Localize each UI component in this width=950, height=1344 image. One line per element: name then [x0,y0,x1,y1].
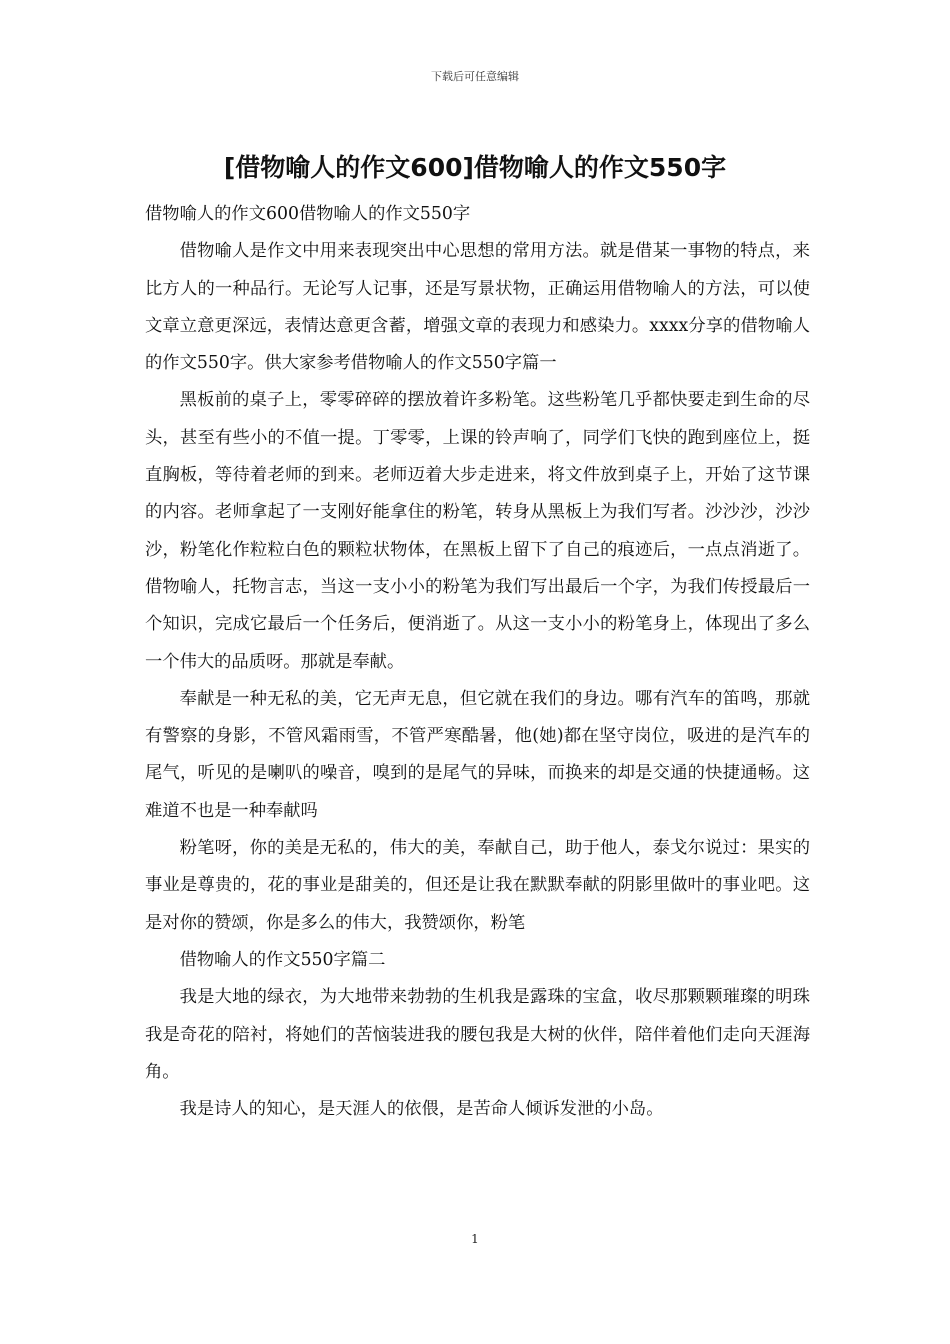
document-title: [借物喻人的作文600]借物喻人的作文550字 [223,153,727,182]
page-number: 1 [471,1232,479,1246]
header-note: 下载后可任意编辑 [431,70,519,83]
subtitle-line: 借物喻人的作文600借物喻人的作文550字 [145,204,471,224]
paragraph-dedication: 奉献是一种无私的美，它无声无息，但它就在我们的身边。哪有汽车的笛鸣，那就有警察的身影，不管风霜雨雪，不管严寒酷暑，他(她)都在坚守岗位，吸进的是汽车的尾气，听见的是喇叭的噪音，嗅到的是尾气的异味，而换来的却是交通的快捷通畅。这难道不也是一种奉献吗 [145,688,810,821]
paragraph-praise: 粉笔呀，你的美是无私的，伟大的美，奉献自己，助于他人，泰戈尔说过：果实的事业是尊贵的，花的事业是甜美的，但还是让我在默默奉献的阴影里做叶的事业吧。这是对你的赞颂，你是多么的伟大，我赞颂你，粉笔 [145,838,810,933]
document-body [145,196,810,1128]
section-heading-part-two: 借物喻人的作文550字篇二 [179,949,386,970]
paragraph-poet-friend: 我是诗人的知心，是天涯人的依偎，是苦命人倾诉发泄的小岛。 [179,1099,664,1120]
paragraph-intro: 借物喻人是作文中用来表现突出中心思想的常用方法。就是借某一事物的特点，来比方人的一种品行。无论写人记事，还是写景状物，正确运用借物喻人的方法，可以使文章立意更深远，表情达意更含蓄，增强文章的表现力和感染力。xxxx分享的借物喻人的作文550字。供大家参考借物喻人的作文550字篇一 [145,241,810,374]
paragraph-green-clothes: 我是大地的绿衣，为大地带来勃勃的生机我是露珠的宝盒，收尽那颗颗璀璨的明珠我是奇花的陪衬，将她们的苦恼装进我的腰包我是大树的伙伴，陪伴着他们走向天涯海角。 [145,987,810,1082]
paragraph-chalk: 黑板前的桌子上，零零碎碎的摆放着许多粉笔。这些粉笔几乎都快要走到生命的尽头，甚至有些小的不值一提。丁零零，上课的铃声响了，同学们飞快的跑到座位上，挺直胸板，等待着老师的到来。老师迈着大步走进来，将文件放到桌子上，开始了这节课的内容。老师拿起了一支刚好能拿住的粉笔，转身从黑板上为我们写者。沙沙沙，沙沙沙，粉笔化作粒粒白色的颗粒状物体，在黑板上留下了自己的痕迹后，一点点消逝了。借物喻人，托物言志，当这一支小小的粉笔为我们写出最后一个字，为我们传授最后一个知识，完成它最后一个任务后，便消逝了。从这一支小小的粉笔身上，体现出了多么一个伟大的品质呀。那就是奉献。 [145,390,810,672]
